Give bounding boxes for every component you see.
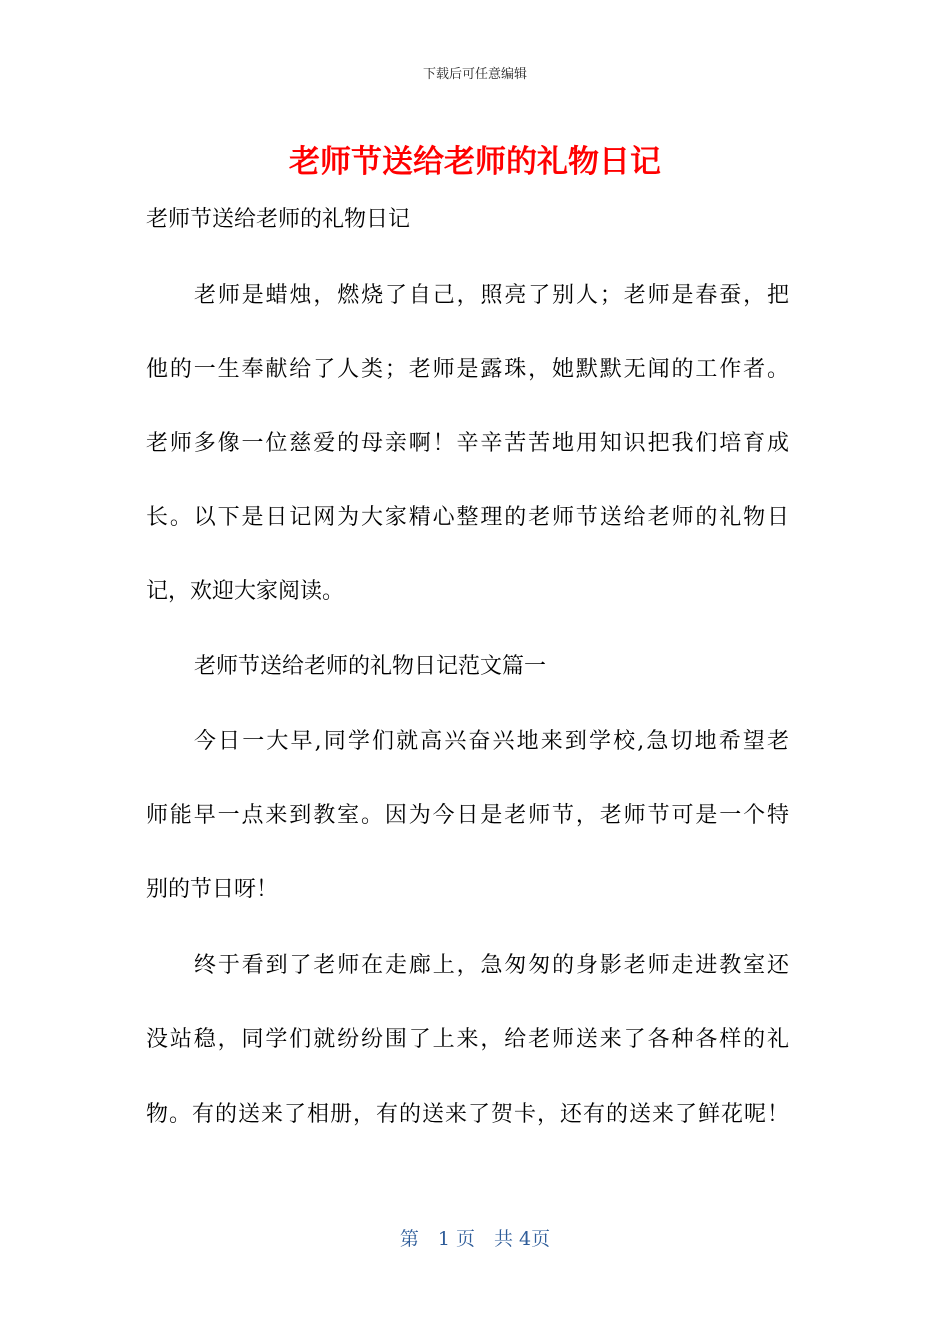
paragraph-line: 老师多像一位慈爱的母亲啊！辛辛苦苦地用知识把我们培育成	[146, 431, 789, 456]
paragraph-line: 老师是蜡烛，燃烧了自己，照亮了别人；老师是春蚕，把	[194, 283, 789, 308]
paragraph-line: 物。有的送来了相册，有的送来了贺卡，还有的送来了鲜花呢！	[146, 1102, 789, 1127]
document-subtitle: 老师节送给老师的礼物日记	[146, 207, 411, 232]
section-heading: 老师节送给老师的礼物日记范文篇一	[194, 654, 547, 679]
paragraph-line: 长。以下是日记网为大家精心整理的老师节送给老师的礼物日	[146, 505, 789, 530]
header-note: 下载后可任意编辑	[422, 67, 527, 82]
paragraph-line: 师能早一点来到教室。因为今日是老师节，老师节可是一个特	[146, 803, 789, 828]
paragraph-line: 别的节日呀！	[146, 877, 279, 902]
paragraph-line: 今日一大早,同学们就高兴奋兴地来到学校,急切地希望老	[194, 729, 789, 754]
paragraph-line: 终于看到了老师在走廊上，急匆匆的身影老师走进教室还	[194, 953, 789, 978]
paragraph-line: 他的一生奉献给了人类；老师是露珠，她默默无闻的工作者。	[146, 357, 789, 382]
document-title: 老师节送给老师的礼物日记	[289, 144, 661, 180]
paragraph-line: 没站稳，同学们就纷纷围了上来，给老师送来了各种各样的礼	[146, 1027, 789, 1052]
page-number-footer: 第 1 页 共 4页	[399, 1228, 551, 1250]
paragraph-line: 记，欢迎大家阅读。	[146, 579, 345, 604]
